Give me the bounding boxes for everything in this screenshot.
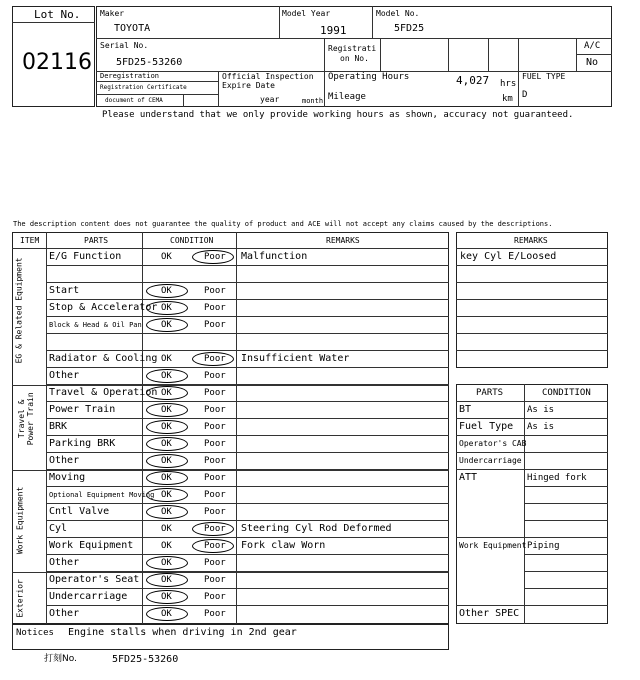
model-no-label: Model No. [376,9,420,18]
row-part: Other [49,370,80,381]
disclaimer: The description content does not guarantee the quality of product and ACE will not accept any claims caused by the descriptions. [13,220,553,228]
cema-doc: document of CEMA [105,97,163,104]
inspection-label-2: Expire Date [222,81,275,90]
condition-ok: OK [161,507,172,517]
row-part: Block & Head & Oil Pan [49,321,142,329]
side-part: Undercarriage [459,456,522,465]
inspection-label-1: Official Inspection [222,72,314,81]
side-part: Operator's CAB [459,439,527,448]
km-unit: km [502,94,513,104]
side-col-parts: PARTS [476,388,504,398]
serial-value: 5FD25-53260 [116,57,183,68]
condition-ok: OK [161,320,172,330]
accuracy-note: Please understand that we only provide working hours as shown, accuracy not guaranteed. [102,110,574,120]
model-year-value: 1991 [320,24,347,37]
side-remark-row: key Cyl E/Loosed [460,251,557,262]
ac-value: No [586,57,599,68]
row-part: Other [49,608,80,619]
op-hours-value: 4,027 [456,74,490,87]
condition-ok: OK [161,286,172,296]
condition-poor: Poor [204,422,226,432]
row-part: Parking BRK [49,438,116,449]
group-travel: Travel & Power Train [17,392,35,446]
condition-circle [146,386,188,400]
row-part: Other [49,557,80,568]
registration-label-2: on No. [340,54,369,63]
year-label: year [260,95,280,104]
serial-label: Serial No. [100,41,149,50]
condition-ok: OK [161,422,172,432]
group-exterior: Exterior [15,579,25,618]
col-remarks: REMARKS [326,236,360,245]
condition-poor: Poor [204,439,226,449]
condition-circle [192,522,234,536]
condition-circle [146,437,188,451]
maker-label: Maker [100,9,125,18]
condition-circle [146,573,188,587]
condition-circle [146,590,188,604]
condition-ok: OK [161,439,172,449]
condition-poor: Poor [204,388,226,398]
row-remark: Steering Cyl Rod Deformed [241,523,392,534]
side-remarks-header: REMARKS [514,236,548,245]
condition-ok: OK [161,405,172,415]
maker-value: TOYOTA [114,23,151,34]
ac-label: A/C [584,41,601,51]
condition-poor: Poor [204,405,226,415]
side-part: BT [459,404,472,415]
side-part: Fuel Type [459,421,514,432]
condition-circle [146,471,188,485]
dereg-label: Deregistration [100,72,160,80]
side-condition: Piping [527,541,560,551]
lot-label: Lot No. [34,8,81,21]
notices-label: Notices [16,628,54,638]
row-part: Moving [49,472,86,483]
condition-poor: Poor [204,592,226,602]
registration-label-1: Registrati [328,44,377,53]
condition-poor: Poor [204,456,226,466]
condition-circle [146,505,188,519]
row-remark: Insufficient Water [241,353,350,364]
condition-circle [192,352,234,366]
row-part: Travel & Operation [49,387,158,398]
row-part: Radiator & Cooling [49,353,158,364]
condition-ok: OK [161,371,172,381]
mileage-label: Mileage [328,92,366,102]
dereg-cert: Registration Certificate [100,84,187,91]
condition-poor: Poor [204,354,226,364]
condition-ok: OK [161,456,172,466]
side-part: Work Equipment [459,541,527,550]
row-part: Optional Equipment Moving [49,491,155,499]
condition-circle [146,284,188,298]
row-part: Start [49,285,80,296]
condition-ok: OK [161,575,172,585]
row-part: Stop & Accelerator [49,302,158,313]
condition-poor: Poor [204,303,226,313]
condition-poor: Poor [204,541,226,551]
condition-poor: Poor [204,320,226,330]
condition-circle [146,607,188,621]
condition-ok: OK [161,609,172,619]
condition-ok: OK [161,473,172,483]
condition-circle [146,488,188,502]
condition-ok: OK [161,388,172,398]
row-part: Power Train [49,404,116,415]
condition-ok: OK [161,252,172,262]
hrs-unit: hrs [500,79,517,89]
col-item: ITEM [20,236,40,245]
condition-poor: Poor [204,558,226,568]
side-part: Other SPEC [459,608,520,619]
stamp-number: 5FD25-53260 [112,654,179,665]
condition-ok: OK [161,558,172,568]
condition-poor: Poor [204,609,226,619]
condition-circle [146,369,188,383]
condition-poor: Poor [204,252,226,262]
lot-number: 02116 [22,50,92,75]
row-part: Operator's Seat [49,574,140,585]
condition-circle [146,403,188,417]
col-condition: CONDITION [170,236,214,245]
condition-ok: OK [161,592,172,602]
condition-poor: Poor [204,507,226,517]
condition-circle [146,420,188,434]
group-eg: EG & Related Equipment [14,257,24,364]
notices-text: Engine stalls when driving in 2nd gear [68,627,297,638]
op-hours-label: Operating Hours [328,72,410,82]
model-no-value: 5FD25 [394,23,425,34]
stamp-label: 打刻No. [44,654,77,664]
condition-poor: Poor [204,490,226,500]
side-part: ATT [459,472,478,483]
condition-poor: Poor [204,371,226,381]
row-part: BRK [49,421,68,432]
group-work: Work Equipment [15,486,25,555]
row-part: Work Equipment [49,540,134,551]
side-condition: Hinged fork [527,473,587,483]
condition-circle [146,318,188,332]
condition-poor: Poor [204,473,226,483]
row-part: E/G Function [49,251,122,262]
condition-poor: Poor [204,524,226,534]
condition-ok: OK [161,541,172,551]
model-year-label: Model Year [282,9,331,18]
condition-poor: Poor [204,286,226,296]
condition-ok: OK [161,524,172,534]
row-part: Cntl Valve [49,506,110,517]
row-part: Other [49,455,80,466]
side-col-condition: CONDITION [542,388,591,398]
row-remark: Malfunction [241,251,308,262]
condition-circle [192,250,234,264]
condition-circle [146,454,188,468]
row-part: Undercarriage [49,591,128,602]
condition-circle [146,301,188,315]
condition-circle [146,556,188,570]
month-label: month [302,97,324,105]
side-condition: As is [527,405,555,415]
condition-poor: Poor [204,575,226,585]
row-part: Cyl [49,523,68,534]
condition-ok: OK [161,490,172,500]
col-parts: PARTS [84,236,109,245]
fuel-type-label: FUEL TYPE [522,72,566,81]
fuel-type-value: D [522,90,528,100]
row-remark: Fork claw Worn [241,540,326,551]
condition-circle [192,539,234,553]
condition-ok: OK [161,303,172,313]
condition-ok: OK [161,354,172,364]
side-condition: As is [527,422,555,432]
